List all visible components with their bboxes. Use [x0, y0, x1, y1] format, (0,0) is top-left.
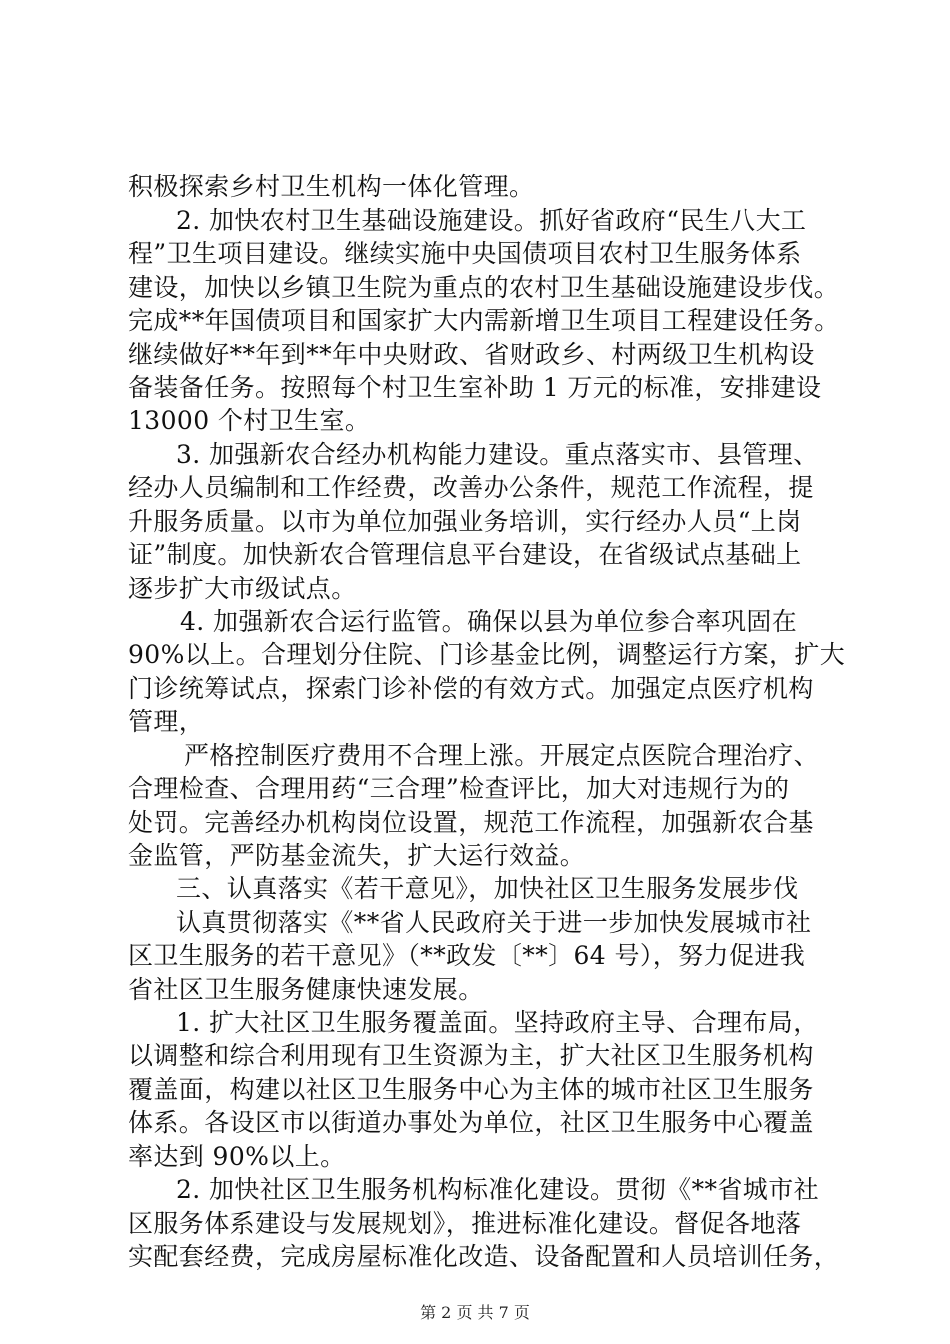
text-line: 建设，加快以乡镇卫生院为重点的农村卫生基础设施建设步伐。 — [128, 273, 840, 302]
text-line: 率达到 90%以上。 — [128, 1142, 346, 1171]
text-line: 证”制度。加快新农合管理信息平台建设，在省级试点基础上 — [128, 540, 802, 569]
text-line: 区服务体系建设与发展规划》，推进标准化建设。督促各地落 — [128, 1209, 802, 1238]
text-line: 区卫生服务的若干意见》（**政发〔**〕64 号），努力促进我 — [128, 941, 806, 970]
page-footer: 第 2 页 共 7 页 — [420, 1303, 530, 1322]
text-line: 经办人员编制和工作经费，改善办公条件，规范工作流程，提 — [128, 473, 814, 502]
text-line: 合理检查、合理用药“三合理”检查评比，加大对违规行为的 — [128, 774, 790, 803]
text-line: 逐步扩大市级试点。 — [128, 574, 357, 603]
text-line: 处罚。完善经办机构岗位设置，规范工作流程，加强新农合基 — [128, 808, 814, 837]
text-line: 严格控制医疗费用不合理上涨。开展定点医院合理治疗、 — [184, 741, 820, 770]
text-line: 继续做好**年到**年中央财政、省财政乡、村两级卫生机构设 — [128, 340, 815, 369]
text-line: 完成**年国债项目和国家扩大内需新增卫生项目工程建设任务。 — [128, 306, 840, 335]
text-line: 3. 加强新农合经办机构能力建设。重点落实市、县管理、 — [176, 440, 819, 469]
text-line: 13000 个村卫生室。 — [128, 406, 371, 435]
section-heading: 三、认真落实《若干意见》，加快社区卫生服务发展步伐 — [176, 874, 799, 903]
text-line: 金监管，严防基金流失，扩大运行效益。 — [128, 841, 586, 870]
text-line: 2. 加快社区卫生服务机构标准化建设。贯彻《**省城市社 — [176, 1175, 820, 1204]
text-line: 门诊统筹试点，探索门诊补偿的有效方式。加强定点医疗机构 — [128, 674, 814, 703]
text-line: 覆盖面，构建以社区卫生服务中心为主体的城市社区卫生服务 — [128, 1075, 814, 1104]
text-line: 程”卫生项目建设。继续实施中央国债项目农村卫生服务体系 — [128, 239, 802, 268]
text-line: 管理， — [128, 707, 205, 736]
text-line: 积极探索乡村卫生机构一体化管理。 — [128, 172, 535, 201]
text-line: 体系。各设区市以街道办事处为单位，社区卫生服务中心覆盖 — [128, 1108, 814, 1137]
text-line: 备装备任务。按照每个村卫生室补助 1 万元的标准，安排建设 — [128, 373, 822, 402]
text-line: 2. 加快农村卫生基础设施建设。抓好省政府“民生八大工 — [176, 206, 807, 235]
text-line: 90%以上。合理划分住院、门诊基金比例，调整运行方案，扩大 — [128, 640, 846, 669]
text-line: 4. 加强新农合运行监管。确保以县为单位参合率巩固在 — [180, 607, 798, 636]
text-line: 升服务质量。以市为单位加强业务培训，实行经办人员“上岗 — [128, 507, 802, 536]
text-line: 实配套经费，完成房屋标准化改造、设备配置和人员培训任务， — [128, 1242, 840, 1271]
text-line: 省社区卫生服务健康快速发展。 — [128, 975, 484, 1004]
text-line: 1. 扩大社区卫生服务覆盖面。坚持政府主导、合理布局， — [176, 1008, 819, 1037]
text-line: 以调整和综合利用现有卫生资源为主，扩大社区卫生服务机构 — [128, 1041, 814, 1070]
text-line: 认真贯彻落实《**省人民政府关于进一步加快发展城市社 — [176, 908, 812, 937]
